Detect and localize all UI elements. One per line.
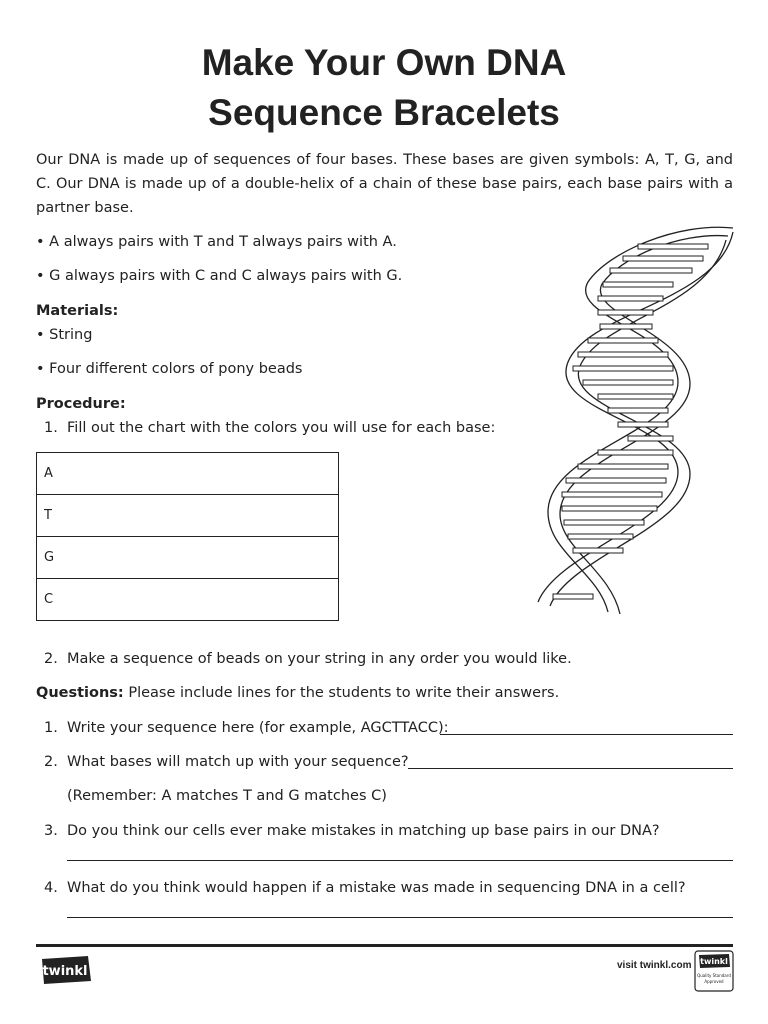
twinkl-logo-icon[interactable] — [36, 953, 94, 987]
question-4-answer-line[interactable] — [67, 917, 733, 918]
pairing-rule-2: • G always pairs with C and C always pairs with G. — [36, 268, 403, 284]
question-1: Write your sequence here (for example, AGCTTACC): — [67, 720, 449, 736]
question-3-number: 3. — [44, 823, 58, 839]
questions-heading: Questions: — [36, 685, 124, 701]
question-2-answer-line[interactable] — [408, 768, 733, 769]
quality-badge-icon — [694, 950, 734, 992]
pairing-rule-1: • A always pairs with T and T always pairs with A. — [36, 234, 397, 250]
svg-text:twinkl: twinkl — [700, 957, 728, 966]
questions-line — [36, 681, 559, 705]
chart-row-t — [37, 495, 339, 537]
materials-item-string: • String — [36, 327, 93, 343]
question-2-reminder: (Remember: A matches T and G matches C) — [67, 788, 387, 804]
procedure-heading: Procedure: — [36, 396, 126, 412]
svg-text:twinkl: twinkl — [42, 964, 88, 979]
question-1-answer-line[interactable] — [440, 734, 733, 735]
intro-paragraph: Our DNA is made up of sequences of four bases. These bases are given symbols: A, T, G, and C. Our DNA is made up of a double-helix of a chain of these base pairs, each base pairs with a partner base. — [36, 152, 733, 216]
color-chart — [36, 452, 339, 621]
chart-cell-a[interactable]: A — [37, 453, 339, 495]
procedure-step-2-number: 2. — [44, 651, 58, 667]
helix-rungs — [553, 244, 708, 599]
question-1-number: 1. — [44, 720, 58, 736]
svg-text:Quality Standard: Quality Standard — [697, 973, 731, 978]
procedure-step-1: Fill out the chart with the colors you will use for each base: — [67, 420, 496, 436]
visit-link[interactable]: visit twinkl.com — [617, 960, 692, 971]
materials-heading: Materials: — [36, 303, 119, 319]
dna-double-helix-icon — [528, 222, 738, 622]
question-4: What do you think would happen if a mistake was made in sequencing DNA in a cell? — [67, 880, 686, 896]
chart-row-a — [37, 453, 339, 495]
chart-row-c — [37, 579, 339, 621]
chart-cell-c[interactable]: C — [37, 579, 339, 621]
question-3-answer-line[interactable] — [67, 860, 733, 861]
materials-item-beads: • Four different colors of pony beads — [36, 361, 303, 377]
question-2-number: 2. — [44, 754, 58, 770]
question-2: What bases will match up with your sequence? — [67, 754, 409, 770]
question-4-number: 4. — [44, 880, 58, 896]
page-title — [0, 38, 768, 138]
procedure-step-1-number: 1. — [44, 420, 58, 436]
procedure-step-2: Make a sequence of beads on your string in any order you would like. — [67, 651, 572, 667]
question-3: Do you think our cells ever make mistakes in matching up base pairs in our DNA? — [67, 823, 660, 839]
footer-rule — [36, 944, 733, 947]
svg-text:Approved: Approved — [704, 979, 724, 984]
chart-cell-g[interactable]: G — [37, 537, 339, 579]
title-line-1: Make Your Own DNA — [201, 42, 567, 83]
title-line-2: Sequence Bracelets — [208, 92, 560, 133]
chart-cell-t[interactable]: T — [37, 495, 339, 537]
questions-note: Please include lines for the students to write their answers. — [128, 685, 560, 701]
chart-row-g — [37, 537, 339, 579]
